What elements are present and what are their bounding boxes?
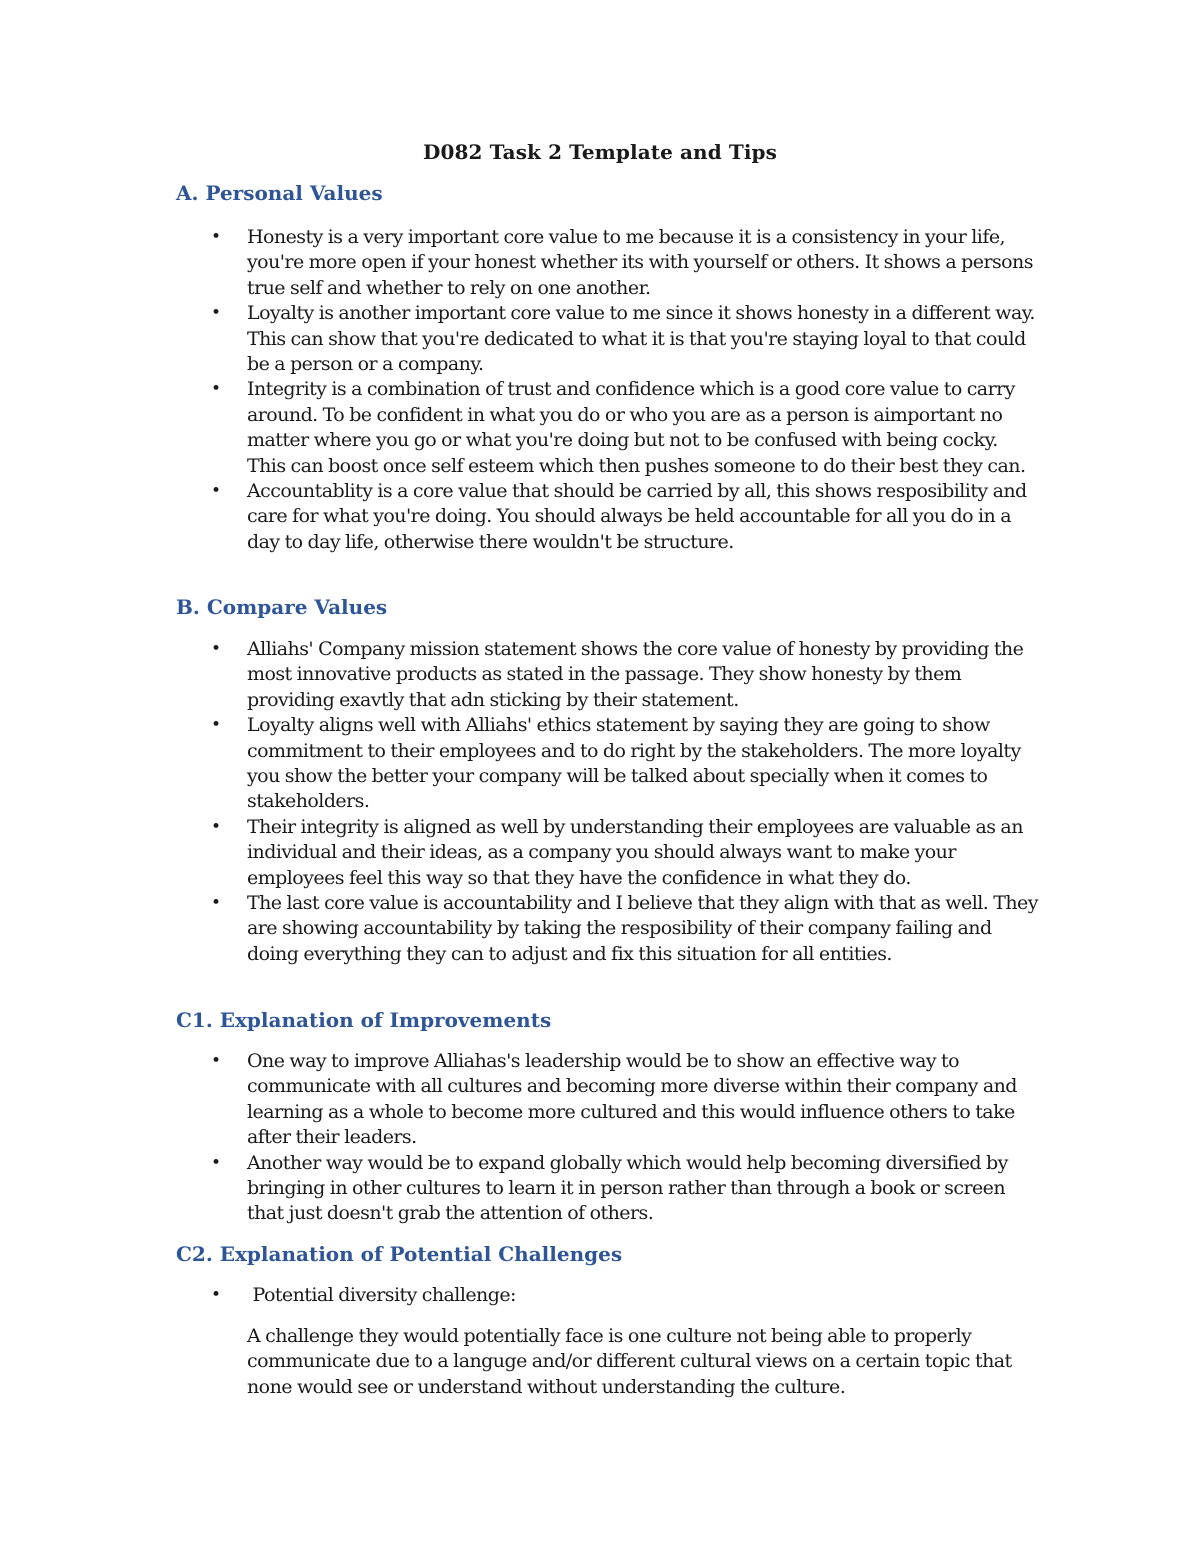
list-item-text: Loyalty aligns well with Alliahs' ethics statement by saying they are going to show commitment to their employees and to do right by the stakeholders. The more loyalty you show the better your company will be talked about specially when it comes to stakeholders. — [247, 714, 1021, 813]
section-heading-improvements: C1. Explanation of Improvements — [176, 1008, 552, 1032]
list-item — [210, 1283, 1040, 1308]
challenge-paragraph: A challenge they would potentially face is one culture not being able to properly communicate due to a languge and/or different cultural views on a certain topic that none would see or understand without understanding the culture. — [247, 1325, 1012, 1398]
list-item — [210, 225, 1040, 301]
list-item-text: Potential diversity challenge: — [247, 1284, 516, 1306]
list-item-text: The last core value is accountability and I believe that they align with that as well. They are showing accountability by taking the resposibility of their company failing and doing everything they can to adjust and fix this situation for all entities. — [247, 892, 1038, 965]
potential-challenges-list — [210, 1283, 1040, 1308]
bullet-icon: • — [211, 1285, 221, 1305]
improvements-list — [210, 1049, 1040, 1227]
bullet-icon: • — [211, 816, 221, 837]
bullet-icon: • — [211, 639, 221, 659]
section-heading-personal-values: A. Personal Values — [176, 181, 383, 205]
section-heading-compare-values: B. Compare Values — [176, 595, 388, 619]
list-item — [210, 637, 1040, 713]
list-item-text: Honesty is a very important core value to me because it is a consistency in your life, you're more open if your honest whether its with yourself or others. It shows a persons true self and whether to rely on one another. — [247, 226, 1033, 299]
list-item-text: Their integrity is aligned as well by understanding their employees are valuable as an individual and their ideas, as a company you should always want to make your employees feel this way so that they have the confidence in what they do. — [247, 815, 1023, 889]
bullet-icon: • — [211, 715, 221, 736]
list-item-text: One way to improve Alliahas's leadership would be to show an effective way to communicate with all cultures and becoming more diverse within their company and learning as a whole to become more cultured and this would influence others to take after their leaders. — [247, 1050, 1017, 1149]
list-item-text: Alliahs' Company mission statement shows the core value of honesty by providing the most innovative products as stated in the passage. They show honesty by them providing exavtly that adn sticking by their statement. — [247, 638, 1024, 711]
list-item-text: Integrity is a combination of trust and confidence which is a good core value to carry around. To be confident in what you do or who you are as a person is aimportant no matter where you go or what you're doing but not to be confused with being cocky. This can boost once self esteem which then pushes someone to do their best they can. — [247, 378, 1026, 477]
bullet-icon: • — [211, 1051, 221, 1071]
list-item — [210, 815, 1040, 891]
list-item — [210, 301, 1040, 377]
list-item — [210, 479, 1040, 555]
bullet-icon: • — [211, 893, 221, 914]
compare-values-list — [210, 637, 1040, 967]
document-title: D082 Task 2 Template and Tips — [423, 140, 777, 164]
bullet-icon: • — [211, 1152, 221, 1173]
list-item — [210, 377, 1040, 479]
bullet-icon: • — [211, 481, 221, 502]
personal-values-list — [210, 225, 1040, 555]
bullet-icon: • — [211, 379, 221, 400]
list-item-text: Loyalty is another important core value to me since it shows honesty in a different way. This can show that you're dedicated to what it is that you're staying loyal to that could be a person or a company. — [247, 302, 1035, 376]
section-heading-potential-challenges: C2. Explanation of Potential Challenges — [176, 1242, 623, 1266]
list-item — [210, 1049, 1040, 1151]
list-item — [210, 891, 1040, 967]
list-item — [210, 1151, 1040, 1227]
list-item-text: Another way would be to expand globally which would help becoming diversified by bringing in other cultures to learn it in person rather than through a book or screen that just doesn't grab the attention of others. — [247, 1151, 1008, 1225]
bullet-icon: • — [211, 227, 221, 247]
list-item-text: Accountablity is a core value that should be carried by all, this shows resposibility and care for what you're doing. You should always be held accountable for all you do in a day to day life, otherwise there wouldn't be structure. — [247, 480, 1027, 553]
bullet-icon: • — [211, 303, 221, 324]
list-item — [210, 713, 1040, 815]
